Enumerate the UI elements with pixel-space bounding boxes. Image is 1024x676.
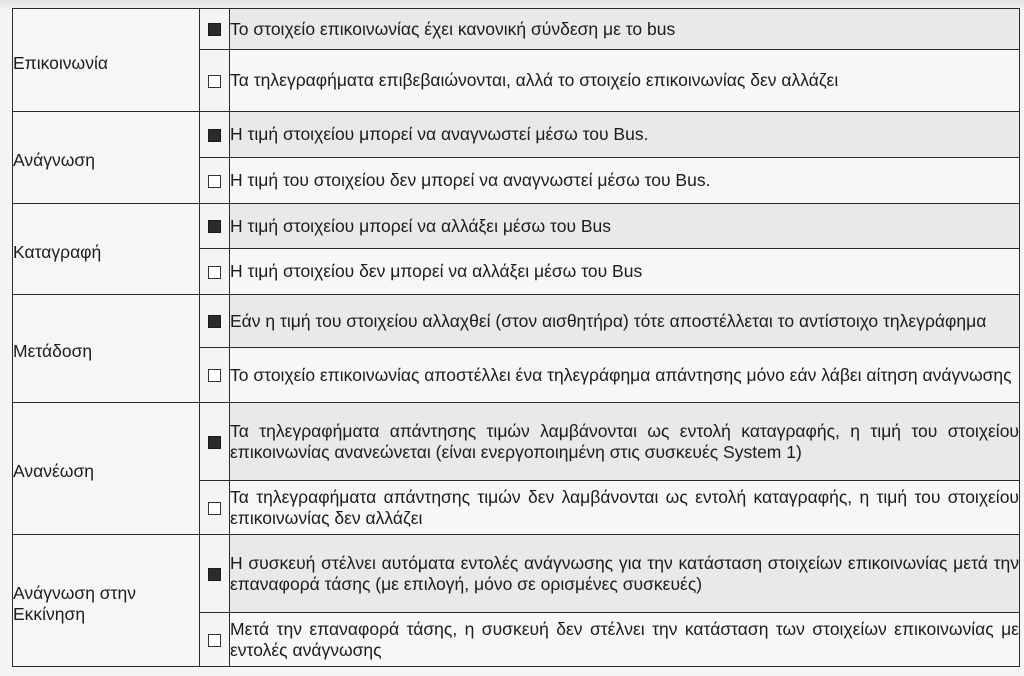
description-cell: Το στοιχείο επικοινωνίας έχει κανονική σύνδεση με το bus — [230, 9, 1020, 50]
checkbox-unchecked[interactable] — [208, 175, 221, 188]
table-row — [13, 112, 1020, 158]
checkbox-cell[interactable] — [200, 481, 230, 535]
checkbox-checked[interactable] — [208, 568, 221, 581]
checkbox-cell[interactable] — [200, 204, 230, 249]
communication-flags-table — [12, 8, 1020, 667]
flag-name-write: Καταγραφή — [13, 241, 102, 262]
checkbox-cell[interactable] — [200, 50, 230, 112]
flag-name-cell — [13, 9, 200, 112]
flag-name-update: Ανανέωση — [13, 461, 94, 481]
checkbox-unchecked[interactable] — [208, 502, 221, 515]
description-cell: Τα τηλεγραφήματα απάντησης τιμών δεν λαμβάνονται ως εντολή καταγραφής, η τιμή του στοιχείου επικοινωνίας δεν αλλάζει — [230, 481, 1020, 535]
flag-name-communication: Επικοινωνία — [13, 52, 108, 73]
checkbox-checked[interactable] — [208, 220, 221, 233]
checkbox-checked[interactable] — [208, 436, 221, 449]
flag-name-read: Ανάγνωση — [13, 150, 95, 170]
table-row — [13, 204, 1020, 249]
checkbox-cell[interactable] — [200, 295, 230, 348]
checkbox-unchecked[interactable] — [208, 369, 221, 382]
description-cell: Η τιμή στοιχείου μπορεί να αλλάξει μέσω του Bus — [230, 204, 1020, 249]
checkbox-cell[interactable] — [200, 158, 230, 204]
table-row — [13, 535, 1020, 613]
page-top-edge — [0, 0, 1024, 8]
description-cell: Η τιμή στοιχείου δεν μπορεί να αλλάξει μέσω του Bus — [230, 249, 1020, 295]
checkbox-unchecked[interactable] — [208, 75, 221, 88]
flag-name-cell — [13, 535, 200, 667]
checkbox-cell[interactable] — [200, 249, 230, 295]
flag-name-transmit: Μετάδοση — [13, 341, 93, 361]
flag-name-cell — [13, 112, 200, 204]
table-row — [13, 403, 1020, 481]
description-cell: Η τιμή στοιχείου μπορεί να αναγνωστεί μέσω του Bus. — [230, 112, 1020, 158]
description-cell: Η συσκευή στέλνει αυτόματα εντολές ανάγνωσης για την κατάσταση στοιχείων επικοινωνίας μετά την επαναφορά τάσης (με επιλογή, μόνο σε ορισμένες συσκευές) — [230, 535, 1020, 613]
checkbox-cell[interactable] — [200, 9, 230, 50]
checkbox-cell[interactable] — [200, 348, 230, 403]
description-cell: Μετά την επαναφορά τάσης, η συσκευή δεν στέλνει την κατάσταση των στοιχείων επικοινωνίας με εντολές ανάγνωσης — [230, 613, 1020, 667]
description-cell: Το στοιχείο επικοινωνίας αποστέλλει ένα τηλεγράφημα απάντησης μόνο εάν λάβει αίτηση ανάγνωσης — [230, 348, 1020, 403]
checkbox-cell[interactable] — [200, 613, 230, 667]
flag-name-read-on-init: Ανάγνωση στην Εκκίνηση — [13, 582, 136, 624]
flag-name-cell — [13, 295, 200, 403]
checkbox-cell[interactable] — [200, 112, 230, 158]
checkbox-cell[interactable] — [200, 403, 230, 481]
table-row — [13, 9, 1020, 50]
flag-name-cell — [13, 403, 200, 535]
description-cell: Τα τηλεγραφήματα επιβεβαιώνονται, αλλά το στοιχείο επικοινωνίας δεν αλλάζει — [230, 50, 1020, 112]
description-cell: Η τιμή του στοιχείου δεν μπορεί να αναγνωστεί μέσω του Bus. — [230, 158, 1020, 204]
checkbox-checked[interactable] — [208, 315, 221, 328]
table-row — [13, 295, 1020, 348]
checkbox-unchecked[interactable] — [208, 266, 221, 279]
description-cell: Εάν η τιμή του στοιχείου αλλαχθεί (στον αισθητήρα) τότε αποστέλλεται το αντίστοιχο τηλεγράφημα — [230, 295, 1020, 348]
checkbox-checked[interactable] — [208, 23, 221, 36]
description-cell: Τα τηλεγραφήματα απάντησης τιμών λαμβάνονται ως εντολή καταγραφής, η τιμή του στοιχείου επικοινωνίας ανανεώνεται (είναι ενεργοποιημένη στις συσκευές System 1) — [230, 403, 1020, 481]
checkbox-checked[interactable] — [208, 129, 221, 142]
flag-name-cell — [13, 204, 200, 295]
checkbox-cell[interactable] — [200, 535, 230, 613]
checkbox-unchecked[interactable] — [208, 634, 221, 647]
